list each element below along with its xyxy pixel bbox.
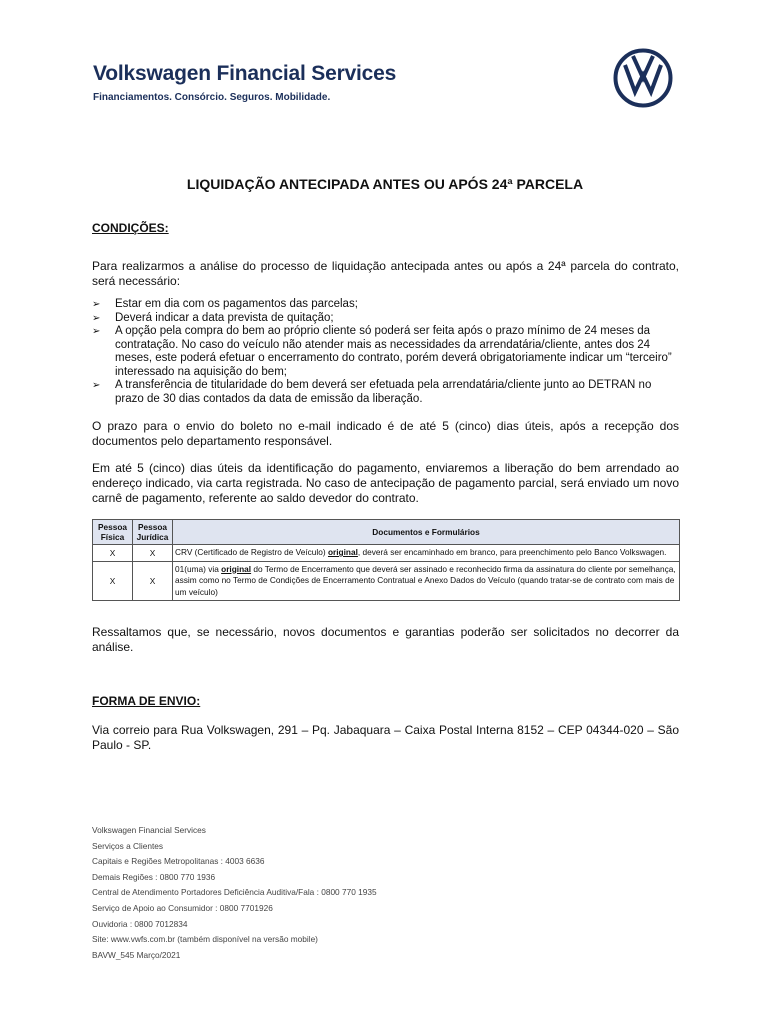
- pf-mark: X: [93, 545, 133, 562]
- column-header-documentos: Documentos e Formulários: [173, 520, 680, 545]
- additional-documents-note: Ressaltamos que, se necessário, novos documentos e garantias poderão ser solicitados no decorrer da análise.: [92, 625, 679, 654]
- table-row: [93, 545, 680, 562]
- original-emphasis: original: [221, 563, 252, 574]
- document-description: 01(uma) via original do Termo de Encerramento que deverá ser assinado e reconhecido firma da assinatura do cliente por semelhança, assim como no Termo de Condições de Encerramento Contratual e Anexo Dados do Veículo (quando tratar-se de contrato com mais de um veículo): [173, 561, 680, 601]
- pj-mark: X: [133, 561, 173, 601]
- original-emphasis: original: [327, 547, 358, 557]
- list-item: ➢ Deverá indicar a data prevista de quitação;: [92, 311, 334, 324]
- arrow-bullet-icon: ➢: [92, 380, 101, 391]
- column-header-pessoa-juridica: Pessoa Jurídica: [133, 520, 173, 545]
- arrow-bullet-icon: ➢: [92, 312, 101, 324]
- boleto-paragraph: O prazo para o envio do boleto no e-mail indicado é de até 5 (cinco) dias úteis, após a recepção dos documentos pelo departamento responsável.: [92, 419, 679, 448]
- footer-line: Volkswagen Financial Services: [92, 825, 206, 835]
- footer-line: Site: www.vwfs.com.br (também disponível na versão mobile): [92, 934, 318, 945]
- footer-line: BAVW_545 Março/2021: [92, 949, 181, 960]
- conditions-intro: Para realizarmos a análise do processo de liquidação antecipada antes ou após a 24ª parcela do contrato, será necessário:: [92, 259, 679, 288]
- footer-line: Ouvidoria : 0800 7012834: [92, 918, 188, 929]
- document-title: LIQUIDAÇÃO ANTECIPADA ANTES OU APÓS 24ª PARCELA: [186, 176, 584, 192]
- list-item: ➢ A opção pela compra do bem ao próprio cliente só poderá ser feita após o prazo mínimo de 24 meses da contratação. No caso do veículo não atender mais as necessidades da arrendatária/cliente, antes dos 24 meses, este poderá efetuar o encerramento do contrato, porém deverá obrigatoriamente indicar um “terceiro” interessado na aquisição do bem;: [92, 325, 672, 378]
- shipping-address: Via correio para Rua Volkswagen, 291 – Pq. Jabaquara – Caixa Postal Interna 8152 – CEP 04344-020 – São Paulo - SP.: [92, 723, 679, 752]
- footer-line: Central de Atendimento Portadores Deficiência Auditiva/Fala : 0800 770 1935: [92, 887, 377, 898]
- table-row: [93, 561, 680, 601]
- arrow-bullet-icon: ➢: [92, 326, 101, 337]
- footer-line: Capitais e Regiões Metropolitanas : 4003 6636: [92, 856, 265, 867]
- conditions-list: [92, 298, 682, 406]
- pf-mark: X: [93, 561, 133, 601]
- pj-mark: X: [133, 545, 173, 562]
- contact-footer: [92, 823, 377, 963]
- column-header-pessoa-fisica: Pessoa Física: [93, 520, 133, 545]
- release-paragraph: Em até 5 (cinco) dias úteis da identificação do pagamento, enviaremos a liberação do bem arrendado ao endereço indicado, via carta registrada. No caso de antecipação de pagamento parcial, será enviado um novo carnê de pagamento, referente ao saldo devedor do contrato.: [92, 461, 679, 505]
- vw-logo-icon: [613, 48, 673, 108]
- footer-line: Demais Regiões : 0800 770 1936: [92, 871, 216, 882]
- footer-line: Serviço de Apoio ao Consumidor : 0800 7701926: [92, 902, 273, 913]
- table-header-row: [93, 520, 680, 545]
- brand-name: Volkswagen Financial Services: [93, 62, 397, 85]
- documents-table: [92, 519, 680, 601]
- brand-header: [93, 62, 396, 103]
- document-description: CRV (Certificado de Registro de Veículo) original, deverá ser encaminhado em branco, para preenchimento pelo Banco Volkswagen.: [173, 545, 680, 562]
- footer-line: Serviços a Clientes: [92, 840, 164, 851]
- arrow-bullet-icon: ➢: [92, 299, 101, 310]
- conditions-heading: CONDIÇÕES:: [92, 221, 169, 235]
- list-item: ➢ A transferência de titularidade do bem deverá ser efetuada pela arrendatária/cliente junto ao DETRAN no prazo de 30 dias contados da data de emissão da liberação.: [92, 379, 652, 405]
- brand-tagline: Financiamentos. Consórcio. Seguros. Mobilidade.: [93, 92, 331, 103]
- list-item: ➢ Estar em dia com os pagamentos das parcelas;: [92, 298, 358, 310]
- shipping-heading: FORMA DE ENVIO:: [92, 694, 201, 708]
